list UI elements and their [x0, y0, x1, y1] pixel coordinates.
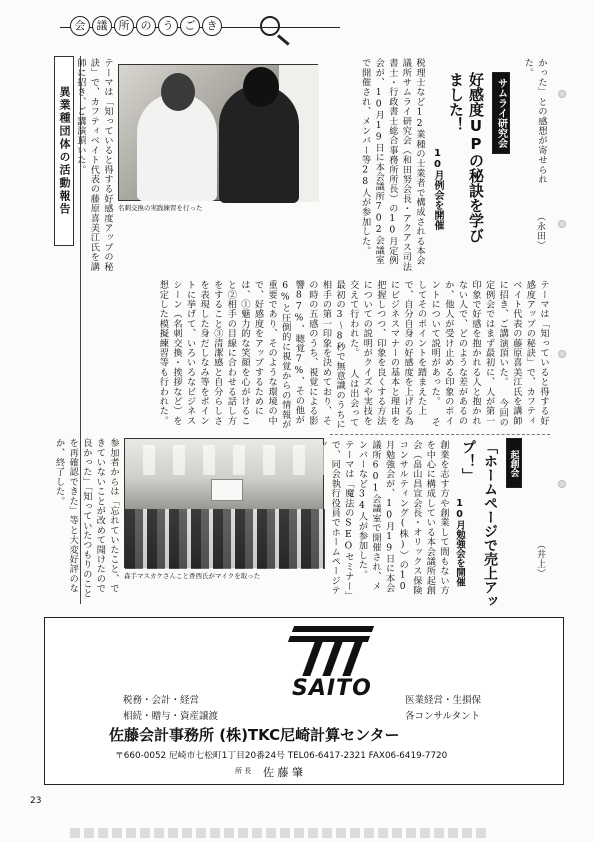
services-right-2: 各コンサルタント: [405, 711, 481, 722]
body-text: 参加者からは「忘れていたこと、できていないことが改めて聞けたので良かった」「知っていたつもりのことを再確認できた」等と大変好評のなか、終了した。: [53, 438, 119, 599]
article2-badge-text: 起創会: [508, 449, 519, 477]
section-label: [54, 56, 74, 246]
photo-screen: [211, 479, 243, 501]
body-text: 税理士など12業種の士業者で構成される本会議所サムライ研究会（和田努会長・アクアス司法書士・行政書士総合事務所所長）の10月定例会が、10月19日に本会議所702会議室で開催され、メンバー等28人が参加した。: [359, 58, 425, 272]
binding-hole: [558, 350, 566, 358]
article1-subhead: [430, 148, 445, 268]
photo-person-head: [161, 73, 195, 111]
article1-badge: [492, 72, 510, 154]
binding-hole: [558, 90, 566, 98]
logo-stroke: [292, 626, 374, 632]
photo-person-head: [243, 67, 279, 107]
article2-author: [530, 540, 546, 586]
photo-business-card-exchange: [118, 64, 318, 201]
author-name: （井上）: [535, 540, 545, 578]
article1-body-upper: [322, 58, 426, 272]
article1-headline: [466, 72, 486, 272]
head-name: 佐 藤 肇: [263, 766, 303, 779]
article1-headline-line: 好感度UPの秘訣を学び: [467, 72, 485, 243]
article1-badge-text: サムライ研究会: [495, 78, 507, 148]
binding-hole: [558, 220, 566, 228]
article2-headline-line: プ！」: [460, 440, 476, 482]
logo-text: SAITO: [289, 676, 375, 701]
section-header: [60, 14, 350, 40]
article1-headline-2: [446, 72, 466, 152]
body-text: 創業を志す方や創業して間もない方を中心に構成している本会議所起創会（畠山昌宣会長・オリックス保険コンサルティング(株)）の10月勉強会が、10月19日に本会議所601会議室で開催され、メンバーなど34人が参加した。: [356, 440, 449, 596]
header-char: う: [158, 16, 178, 36]
page-number: 23: [30, 796, 42, 806]
services-left-1: 税務・会計・経営: [123, 695, 200, 706]
header-title: [70, 16, 222, 36]
article2-headline: [480, 440, 500, 630]
article1-body-left-top: [74, 58, 114, 272]
header-char: 会: [70, 16, 90, 36]
header-char: 議: [92, 16, 112, 36]
photo1-caption: 名刺交換の実践練習を行った: [118, 204, 203, 212]
magnifier-icon: [260, 16, 280, 36]
body-text: 今回の定例会ではまず最初に、人が第一印象で好感を抱かれる人と抱かれない人で、どのような差があるのか、他人が受け止める印象のポイントについて説明があった。: [429, 280, 509, 428]
photo-ceiling-lights: [125, 445, 325, 475]
body-text: 人は出会って最初の3〜8秒で無意識のうちに相手の第一印象を決めており、その時の五感のうち、視覚による影響87%、聴覚7%、その他が6%と圧倒的に視覚からの情報が重要であり、そのような環境の中で、好感度をアップするためには、①魅力的な笑顔を心がけること②相手の目線に合わせる話し方をすること③清潔感と自分らしさを表現した身だしなみ等をポイントに挙げて、いろいろなビジネスシーン（名刺交換・挨拶など）を想定した模擬練習等も行われた。: [157, 280, 359, 430]
author-name: （永田）: [535, 212, 545, 250]
section-label-text: 異業種団体の活動報告: [58, 86, 71, 216]
article2-headline-line: 「ホームページで売上アッ: [482, 440, 498, 608]
article-author: [530, 212, 546, 260]
advertisement: [44, 617, 564, 785]
photo-audience: [125, 509, 325, 569]
header-char: き: [202, 16, 222, 36]
body-text: そしてそのポイントを踏まえた上で、自分自身の好感度を上げる為にビジネスマナーの基本と理由を把握しつつ、印象を良くする方法についての説明がクイズや実技を交えて行われた。: [347, 280, 441, 428]
body-text: テーマは「魔法のSEOセミナー」で、同会執行役員でホームページテ: [329, 440, 354, 596]
article2-body: [330, 440, 450, 600]
company-name: 佐藤会計事務所 (株)TKC尼崎計算センター: [109, 726, 400, 744]
head-title: 所 長: [235, 767, 252, 775]
article2-subhead: [452, 498, 466, 608]
article1-headline-line: ました！: [447, 72, 465, 132]
article-divider: [330, 434, 550, 435]
article1-subhead-text: 10月例会を開催: [432, 148, 443, 230]
binding-hole: [558, 480, 566, 488]
binding-holes: [556, 90, 568, 610]
header-char: ご: [180, 16, 200, 36]
article1-body-middle: [84, 280, 550, 430]
article2-badge: [506, 438, 522, 488]
photo2-caption: 森手マスカケさんこと香西氏がマイクを取った: [124, 572, 261, 580]
article1-body-end: [53, 438, 120, 600]
photo-seminar-room: [124, 438, 324, 568]
body-text: かった」との感想が寄せられた。: [522, 58, 547, 185]
services-right-1: 医業経営・生損保: [405, 695, 482, 706]
article2-headline-2: [458, 440, 478, 500]
services-left-2: 相続・贈与・資産譲渡: [123, 711, 219, 722]
header-char: 所: [114, 16, 134, 36]
bottom-bleed: [70, 828, 490, 838]
header-char: の: [136, 16, 156, 36]
company-address: 〒660-0052 尼崎市七松町1丁目20番24号 TEL06-6417-2321 FAX06-6419-7720: [115, 751, 448, 761]
article2-subhead-text: 10月勉強会を開催: [454, 498, 465, 587]
body-text: テーマは「知っていると得する好感度アップの秘訣」で、カフティベイト代表の藤原喜美江氏を講師に招き、ご講演頂いた。: [497, 280, 549, 426]
body-text: テーマは「知っていると得する好感度アップの秘訣」で、カフティベイト代表の藤原喜美江氏を講師に招き、ご講演頂いた。: [74, 58, 113, 272]
article-continued-text: [516, 58, 548, 198]
